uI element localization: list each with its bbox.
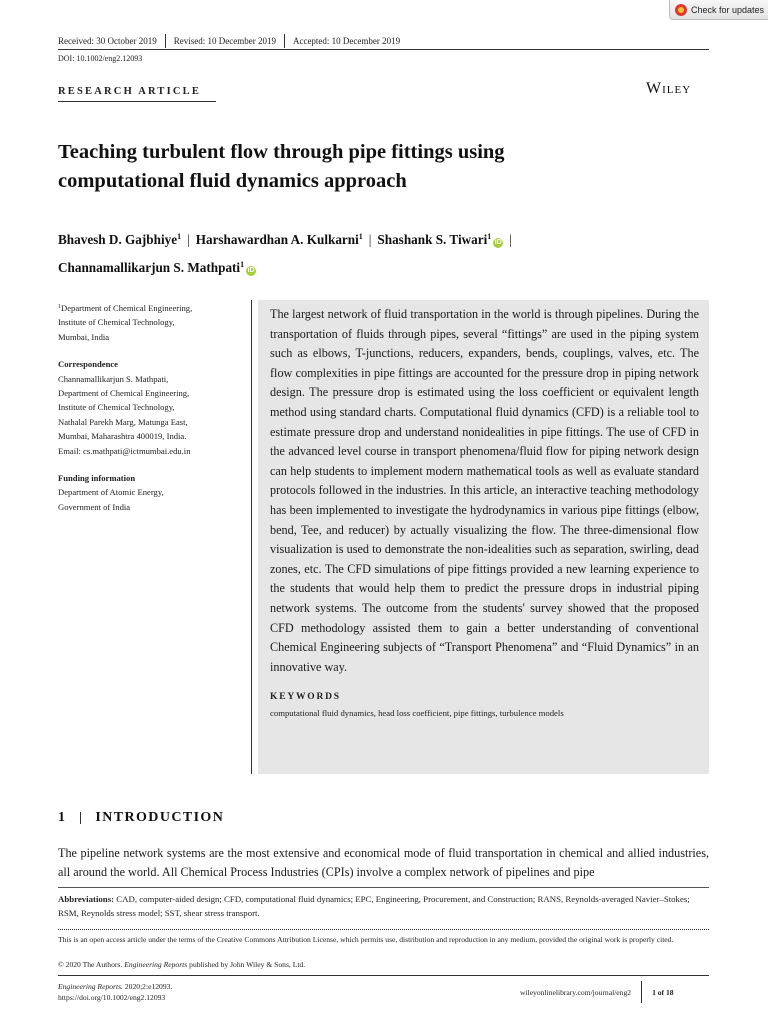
correspondence-line: Department of Chemical Engineering, xyxy=(58,388,190,399)
correspondence xyxy=(58,357,238,458)
divider xyxy=(165,34,166,48)
affiliation-line: Mumbai, India xyxy=(58,331,110,342)
author-name[interactable]: Bhavesh D. Gajbhiye xyxy=(58,232,178,247)
orcid-icon[interactable]: iD xyxy=(247,267,255,274)
revised-date: Revised: 10 December 2019 xyxy=(173,36,276,46)
section-number: 1 xyxy=(58,810,67,825)
title-line-1: Teaching turbulent flow through pipe fittings using xyxy=(58,141,505,163)
funding-line: Department of Atomic Energy, xyxy=(58,487,164,498)
author-name[interactable]: Shashank S. Tiwari xyxy=(377,232,488,247)
article-type: RESEARCH ARTICLE xyxy=(58,86,202,97)
abbreviations xyxy=(58,892,709,920)
author-affil: 1 xyxy=(240,260,245,269)
divider xyxy=(284,34,285,48)
author-name[interactable]: Harshawardhan A. Kulkarni xyxy=(195,232,359,247)
copyright-prefix: © 2020 The Authors. xyxy=(58,960,123,969)
section-heading xyxy=(58,810,224,826)
copyright-journal: Engineering Reports xyxy=(124,960,188,969)
keywords-heading: KEYWORDS xyxy=(270,692,341,703)
received-date: Received: 30 October 2019 xyxy=(58,36,157,46)
abstract-box xyxy=(258,300,709,774)
accepted-date: Accepted: 10 December 2019 xyxy=(292,36,401,46)
affiliation-sup: 1 xyxy=(58,304,61,310)
abbreviations-text: CAD, computer-aided design; CFD, computational fluid dynamics; EPC, Engineering, Procurement, and Construction; RANS, Reynolds-averaged Navier–Stokes; RSM, Reynolds stress model; SST, shear stress transport. xyxy=(58,894,690,918)
correspondence-line: Nathalal Parekh Marg, Matunga East, xyxy=(58,416,188,427)
divider xyxy=(80,812,81,824)
author-list xyxy=(58,224,718,280)
intro-paragraph xyxy=(58,844,709,881)
orcid-icon[interactable]: iD xyxy=(494,239,502,246)
affiliation-line: Department of Chemical Engineering, xyxy=(61,303,193,313)
article-info-column xyxy=(58,300,238,527)
author-name[interactable]: Channamallikarjun S. Mathpati xyxy=(58,260,241,275)
author-separator: | xyxy=(368,232,372,247)
author-affil: 1 xyxy=(358,232,363,241)
footer-site-link[interactable]: wileyonlinelibrary.com/journal/eng2 xyxy=(520,987,632,997)
license-text: This is an open access article under the terms of the Creative Commons Attribution License, which permits use, distribution and reproduction in any medium, provided the original work is properly cited. xyxy=(58,935,674,944)
footer-volume: 2020;2:e12093. xyxy=(124,982,173,991)
affiliation-line: Institute of Chemical Technology, xyxy=(58,317,175,328)
article-title xyxy=(58,138,698,196)
check-for-updates-button[interactable] xyxy=(669,0,768,20)
author-separator: | xyxy=(187,232,190,247)
footer-rule xyxy=(58,975,709,976)
intro-text: The pipeline network systems are the most extensive and economical mode of fluid transportation in chemical and allied industries, all around the world. All Chemical Process Industries (CPIs) involve a complex network of pipelines and pipe xyxy=(58,846,709,879)
header-rule xyxy=(58,49,709,50)
footer-citation xyxy=(58,981,172,1003)
abstract-text: The largest network of fluid transportation in the world is through pipelines. During the transportation of fluids through pipes, several “fittings” are used in the piping system such as elbows, T-junctions, reducers, expanders, bends, couplings, valves, etc. The flow complexities in pipe fittings are accounted for the pressure drop in piping network design. The pressure drop is estimated using the loss coefficient or equivalent length method using standard charts. Computational fluid dynamics (CFD) is a reliable tool to estimate pressure drop and understand nonidealities in pipe fittings. The use of CFD in the advanced level course in transport phenomena/fluid flow for piping network design can help students to implement modern mathematical tools as well as evaluate standard protocols followed in the industries. In this article, an interactive teaching methodology has been implemented to investigate the hydrodynamics in various pipe fittings (elbow, bend, Tee, and reducer) by actually visualizing the flow. The three-dimensional flow visualization is used to demonstrate the non-idealities such as separation, swirling, dead zones, etc. The CFD simulations of pipe fittings provided a new learning experience to the students that would help them to predict the pressure drops in industrial piping network systems. The outcome from the students' survey showed that the proposed CFD methodology assisted them to gain a better understanding of conventional Chemical Engineering subjects of “Transport Phenomena” and “Fluid Dynamics” in an innovative way. xyxy=(270,307,699,674)
footer-right xyxy=(520,981,674,1003)
check-for-updates-label: Check for updates xyxy=(691,4,765,15)
correspondence-email[interactable]: Email: cs.mathpati@ictmumbai.edu.in xyxy=(58,445,191,456)
correspondence-line: Mumbai, Maharashtra 400019, India. xyxy=(58,431,187,442)
article-history xyxy=(58,36,400,48)
copyright xyxy=(58,960,305,969)
abbreviations-rule xyxy=(58,887,709,888)
page-number: 1 of 18 xyxy=(652,987,674,997)
author-affil: 1 xyxy=(177,232,182,241)
correspondence-line: Institute of Chemical Technology, xyxy=(58,402,175,413)
affiliation xyxy=(58,300,238,344)
abbreviations-label: Abbreviations: xyxy=(58,894,115,904)
section-title: INTRODUCTION xyxy=(95,810,225,825)
crossmark-icon xyxy=(675,4,687,16)
footer-journal: Engineering Reports. xyxy=(58,982,123,991)
license-divider xyxy=(58,929,709,930)
funding-line: Government of India xyxy=(58,501,131,512)
correspondence-heading: Correspondence xyxy=(58,359,118,370)
footer-doi-link[interactable]: https://doi.org/10.1002/eng2.12093 xyxy=(58,993,166,1002)
article-type-underline xyxy=(58,101,216,102)
title-line-2: computational fluid dynamics approach xyxy=(58,170,407,192)
divider xyxy=(641,981,642,1003)
correspondence-line: Channamallikarjun S. Mathpati, xyxy=(58,373,169,384)
abstract-rule xyxy=(251,300,252,774)
keywords-list: computational fluid dynamics, head loss coefficient, pipe fittings, turbulence models xyxy=(270,708,564,719)
publisher-logo: Wiley xyxy=(646,80,692,97)
copyright-suffix: published by John Wiley & Sons, Ltd. xyxy=(189,960,306,969)
funding-heading: Funding information xyxy=(58,473,136,484)
doi[interactable]: DOI: 10.1002/eng2.12093 xyxy=(58,54,143,63)
funding xyxy=(58,471,238,514)
author-separator: | xyxy=(509,232,512,247)
author-affil: 1 xyxy=(487,232,492,241)
